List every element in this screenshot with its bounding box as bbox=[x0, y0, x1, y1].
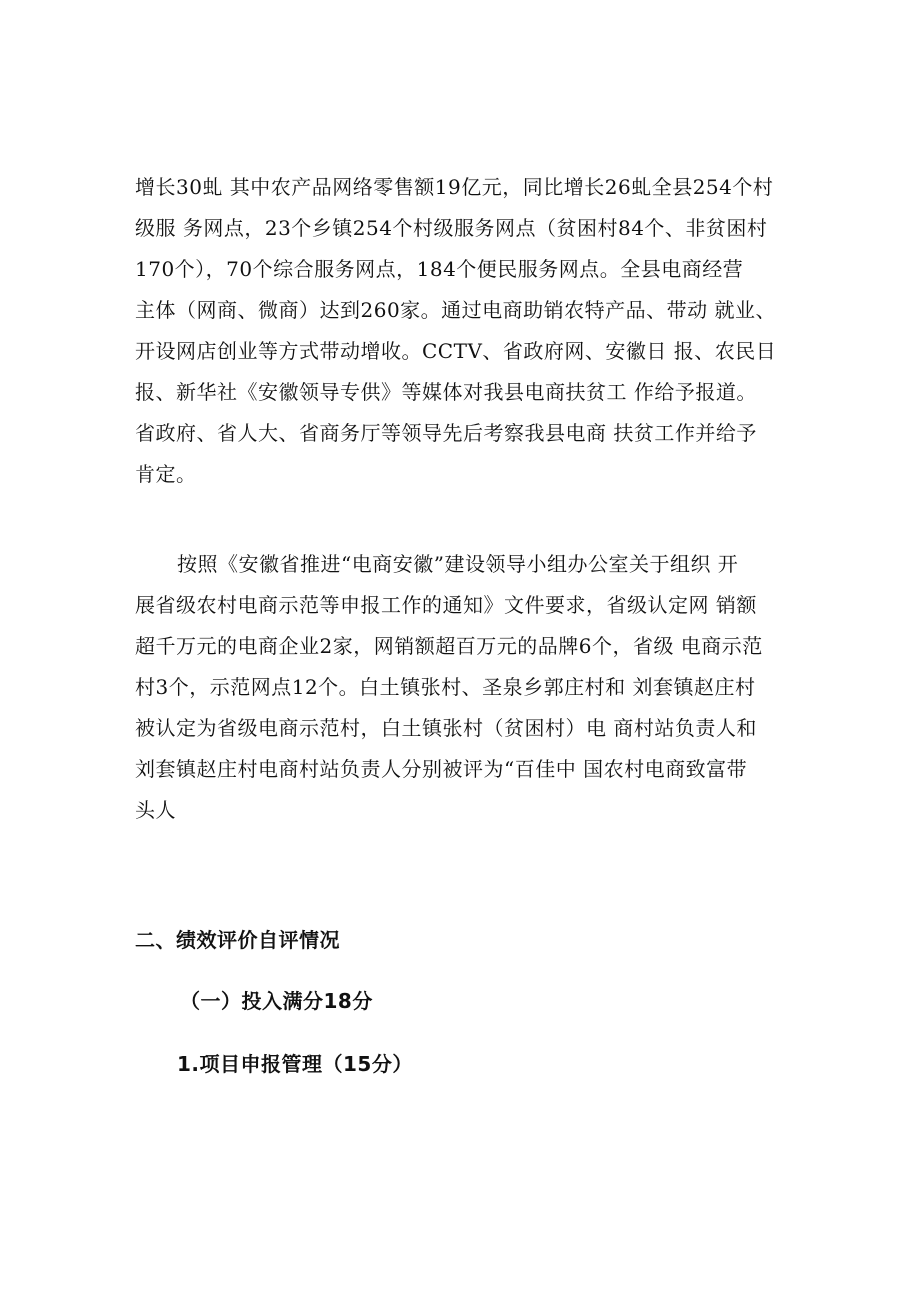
text-line: 肯定。 bbox=[135, 462, 197, 486]
text-line: 报、新华社《安徽领导专供》等媒体对我县电商扶贫工 作给予报道。 bbox=[135, 380, 757, 404]
text-line: 被认定为省级电商示范村，白土镇张村（贫困村）电 商村站负责人和 bbox=[135, 716, 757, 740]
text-line: 主体（网商、微商）达到260家。通过电商助销农特产品、带动 就业、 bbox=[135, 298, 777, 322]
paragraph-ecommerce-results bbox=[135, 167, 795, 495]
text-line: 级服 务网点，23个乡镇254个村级服务网点（贫困村84个、非贫困村 bbox=[135, 216, 768, 240]
text-line: 刘套镇赵庄村电商村站负责人分别被评为“百佳中 国农村电商致富带 bbox=[135, 757, 748, 781]
section-heading: 二、绩效评价自评情况 bbox=[135, 928, 340, 952]
text-line: 开设网店创业等方式带动增收。CCTV、省政府网、安徽日 报、农民日 bbox=[135, 339, 777, 363]
subsection-heading: （一）投入满分18分 bbox=[180, 989, 373, 1013]
text-line: 170个），70个综合服务网点，184个便民服务网点。全县电商经营 bbox=[135, 257, 744, 281]
paragraph-provincial-demonstration bbox=[135, 544, 795, 831]
text-line: 村3个，示范网点12个。白土镇张村、圣泉乡郭庄村和 刘套镇赵庄村 bbox=[135, 675, 756, 699]
item-heading: 1.项目申报管理（15分） bbox=[177, 1052, 413, 1076]
text-line: 增长30虬 其中农产品网络零售额19亿元，同比增长26虬全县254个村 bbox=[135, 175, 774, 199]
text-line: 头人 bbox=[135, 798, 176, 822]
text-line: 按照《安徽省推进“电商安徽”建设领导小组办公室关于组织 开 bbox=[177, 552, 739, 576]
text-line: 超千万元的电商企业2家，网销额超百万元的品牌6个，省级 电商示范 bbox=[135, 634, 763, 658]
text-line: 省政府、省人大、省商务厅等领导先后考察我县电商 扶贫工作并给予 bbox=[135, 421, 757, 445]
text-line: 展省级农村电商示范等申报工作的通知》文件要求，省级认定网 销额 bbox=[135, 593, 757, 617]
